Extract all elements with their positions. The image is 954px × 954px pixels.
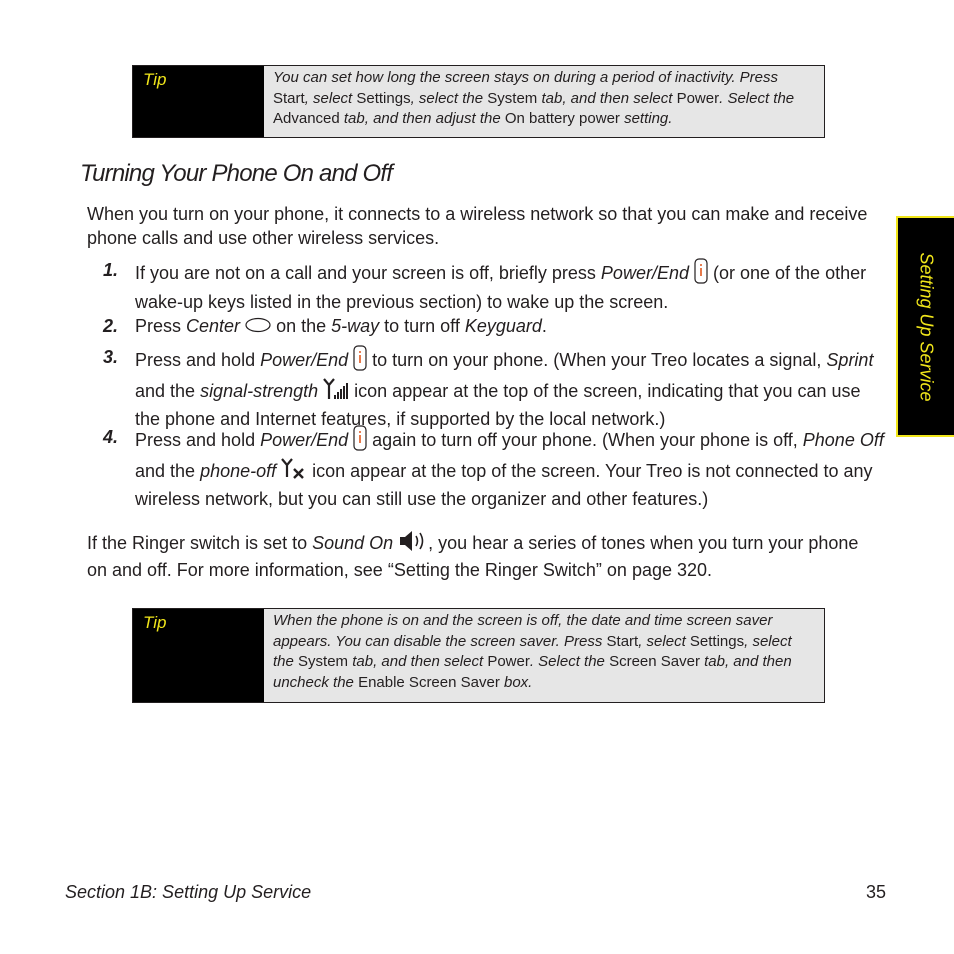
step-text: If you are not on a call and your screen is off, briefly press Power/End (or one of the other wake-up keys listed in the previous section) to wake up the screen. <box>135 258 885 314</box>
footer-page-number: 35 <box>866 882 887 902</box>
step-number: 3. <box>103 347 119 367</box>
section-heading: Turning Your Phone On and Off <box>80 160 393 187</box>
ringer-paragraph: If the Ringer switch is set to Sound On , you hear a series of tones when you turn your phone on and off. For more information, see “Setting the Ringer Switch” on page 320. <box>87 530 879 582</box>
signal-strength-icon <box>323 377 349 407</box>
sound-on-icon <box>398 530 428 558</box>
tip-label: Tip <box>133 66 264 137</box>
step-text: Press and hold Power/End again to turn off your phone. (When your phone is off, Phone Off and the phone-off icon appear at the top of the screen. Your Treo is not connected to any wireless network, but you can still use the organizer and other features.) <box>135 425 885 511</box>
tip-label: Tip <box>133 609 264 702</box>
tip-box-1 <box>132 65 825 138</box>
step-text: Press Center on the 5-way to turn off Keyguard. <box>135 314 885 339</box>
intro-paragraph: When you turn on your phone, it connects to a wireless network so that you can make and receive phone calls and use other wireless services. <box>87 204 868 248</box>
section-side-tab <box>896 216 954 437</box>
center-button-icon <box>245 315 271 339</box>
side-tab-label: Setting Up Service <box>916 251 937 402</box>
step-number: 4. <box>103 427 119 447</box>
power-end-key-icon <box>694 258 708 290</box>
phone-off-icon <box>281 457 307 487</box>
tip-text: When the phone is on and the screen is off, the date and time screen saver appears. You can disable the screen saver. Press Start, select Settings, select the System tab, and then select Power. Select the Screen Saver tab, and then uncheck the Enable Screen Saver box. <box>273 612 792 691</box>
step-number: 2. <box>103 316 119 336</box>
power-end-key-icon <box>353 425 367 457</box>
step-number: 1. <box>103 260 119 280</box>
tip-text: You can set how long the screen stays on during a period of inactivity. Press Start, select Settings, select the System tab, and then select Power. Select the Advanced tab, and then adjust the On battery power setting. <box>273 69 795 127</box>
tip-box-2 <box>132 608 825 703</box>
footer-section: Section 1B: Setting Up Service <box>65 882 312 902</box>
power-end-key-icon <box>353 345 367 377</box>
step-text: Press and hold Power/End to turn on your phone. (When your Treo locates a signal, Sprint and the signal-strength icon appear at the top of the screen, indicating that you can use the phone and Internet features, if supported by the local network.) <box>135 345 885 431</box>
